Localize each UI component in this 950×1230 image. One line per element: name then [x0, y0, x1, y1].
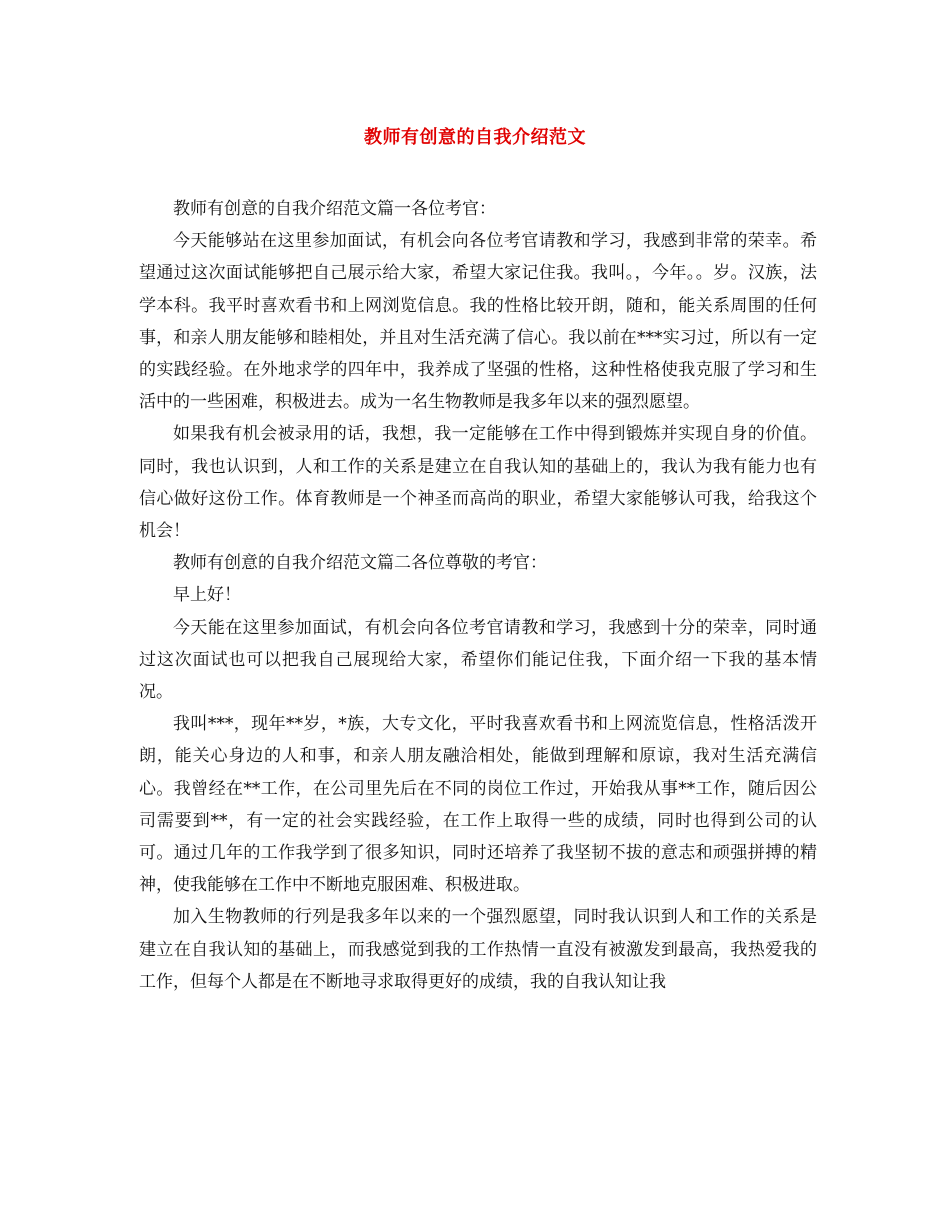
- paragraph-8: 加入生物教师的行列是我多年以来的一个强烈愿望，同时我认识到人和工作的关系是建立在自我认知的基础上，而我感觉到我的工作热情一直没有被激发到最高，我热爱我的工作，但每个人都是在不断地寻求取得更好的成绩，我的自我认知让我: [139, 907, 817, 992]
- paragraph-4: 教师有创意的自我介绍范文篇二各位尊敬的考官：: [173, 553, 547, 574]
- paragraph-5: 早上好！: [173, 585, 241, 606]
- paragraph-7: 我叫***，现年**岁，*族，大专文化，平时我喜欢看书和上网流览信息，性格活泼开朗，能关心身边的人和事，和亲人朋友融洽相处，能做到理解和原谅，我对生活充满信心。我曾经在**工作，在公司里先后在不同的岗位工作过，开始我从事**工作，随后因公司需要到**，有一定的社会实践经验，在工作上取得一些的成绩，同时也得到公司的认可。通过几年的工作我学到了很多知识，同时还培养了我坚韧不拔的意志和顽强拼搏的精神，使我能够在工作中不断地克服困难、积极进取。: [139, 714, 817, 896]
- paragraph-1: 教师有创意的自我介绍范文篇一各位考官：: [173, 199, 496, 219]
- document-title: 教师有创意的自我介绍范文: [364, 127, 586, 148]
- paragraph-6: 今天能在这里参加面试，有机会向各位考官请教和学习，我感到十分的荣幸，同时通过这次面试也可以把我自己展现给大家，希望你们能记住我，下面介绍一下我的基本情况。: [139, 617, 817, 703]
- paragraph-2: 今天能够站在这里参加面试，有机会向各位考官请教和学习，我感到非常的荣幸。希望通过这次面试能够把自己展示给大家，希望大家记住我。我叫。，今年。。岁。汉族，法学本科。我平时喜欢看书和上网浏览信息。我的性格比较开朗，随和，能关系周围的任何事，和亲人朋友能够和睦相处，并且对生活充满了信心。我以前在***实习过，所以有一定的实践经验。在外地求学的四年中，我养成了坚强的性格，这种性格使我克服了学习和生活中的一些困难，积极进去。成为一名生物教师是我多年以来的强烈愿望。: [139, 231, 817, 413]
- paragraph-3: 如果我有机会被录用的话，我想，我一定能够在工作中得到锻炼并实现自身的价值。同时，我也认识到，人和工作的关系是建立在自我认知的基础上的，我认为我有能力也有信心做好这份工作。体育教师是一个神圣而高尚的职业，希望大家能够认可我，给我这个机会！: [139, 424, 817, 542]
- document-body: [139, 193, 817, 998]
